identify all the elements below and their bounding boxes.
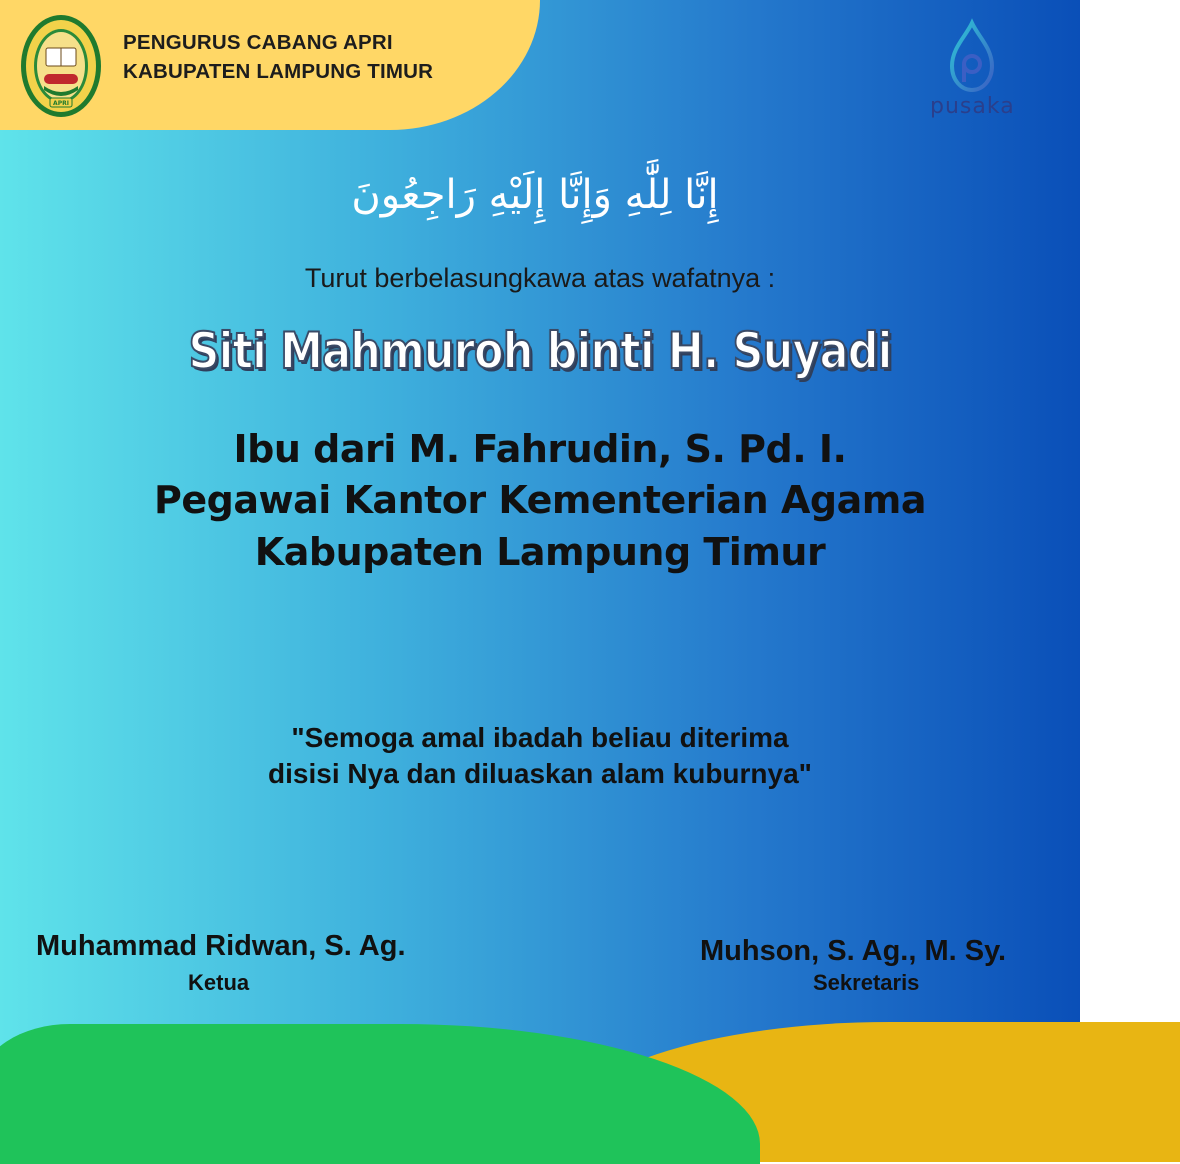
secretary-role: Sekretaris — [813, 970, 920, 995]
relation-line-2: Pegawai Kantor Kementerian Agama — [154, 478, 926, 522]
condolence-intro: Turut berbelasungkawa atas wafatnya : — [304, 263, 776, 293]
prayer-line-1: "Semoga amal ibadah beliau diterima — [291, 722, 789, 753]
chair-name: Muhammad Ridwan, S. Ag. — [36, 930, 406, 962]
organization-region: KABUPATEN LAMPUNG TIMUR — [123, 60, 434, 83]
chair-role: Ketua — [188, 970, 250, 995]
prayer-line-2: disisi Nya dan diluaskan alam kuburnya" — [268, 758, 812, 789]
seal-badge-text: APRI — [53, 100, 69, 107]
deceased-name: Siti Mahmuroh binti H. Suyadi — [188, 322, 892, 380]
apri-seal-logo-icon — [20, 14, 102, 118]
footer-wave-green — [0, 1024, 760, 1164]
relation-line-3: Kabupaten Lampung Timur — [254, 530, 826, 574]
calligraphy-inna-lillahi — [351, 140, 719, 240]
relation-line-1: Ibu dari M. Fahrudin, S. Pd. I. — [233, 427, 847, 471]
pusaka-drop-logo-icon — [944, 20, 1000, 94]
calligraphy-text: إِنَّا لِلَّٰهِ وَإِنَّا إِلَيْهِ رَاجِعُونَ — [351, 172, 719, 218]
pusaka-brand-name: pusaka — [930, 94, 1015, 119]
organization-name: PENGURUS CABANG APRI — [123, 31, 393, 54]
secretary-name: Muhson, S. Ag., M. Sy. — [700, 935, 1007, 967]
